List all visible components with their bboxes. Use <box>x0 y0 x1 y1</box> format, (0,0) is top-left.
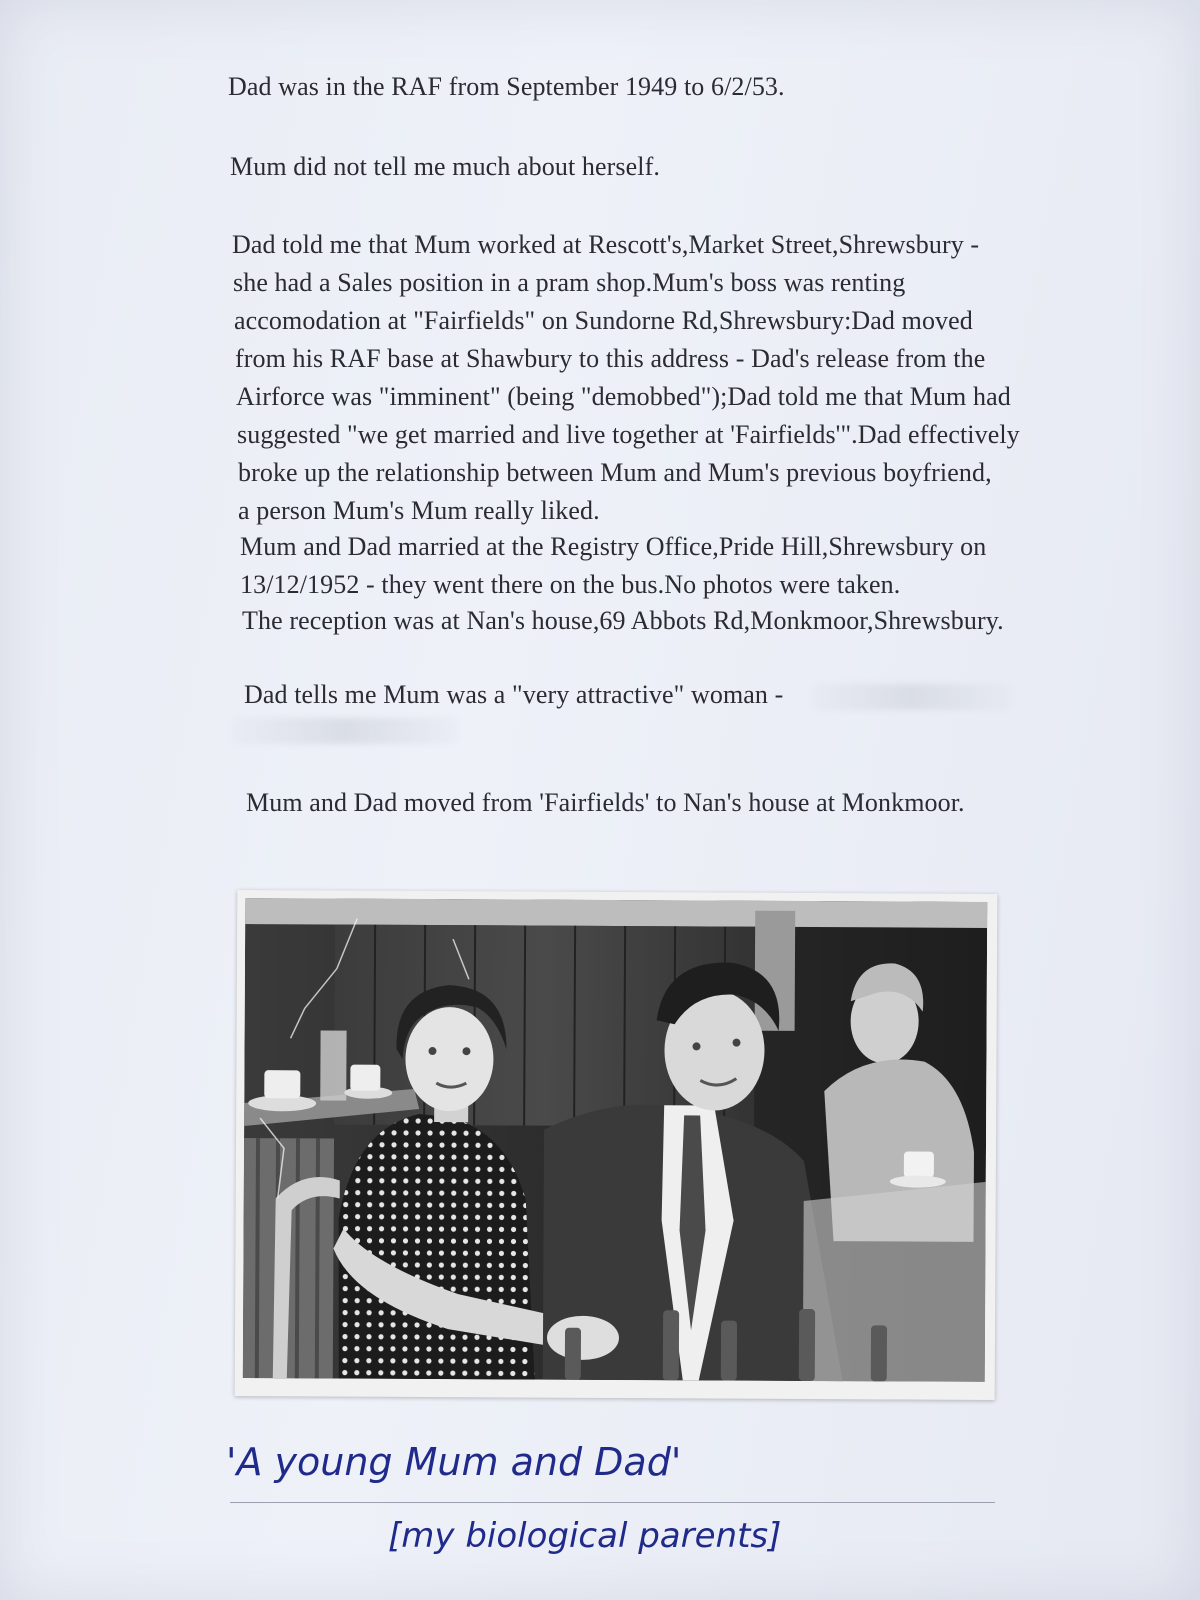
text-line-pram-shop: she had a Sales position in a pram shop.Mum's boss was renting <box>233 268 906 297</box>
text-line-mum-silent: Mum did not tell me much about herself. <box>230 152 660 181</box>
text-line-moved-monkmoor: Mum and Dad moved from 'Fairfields' to Nan's house at Monkmoor. <box>246 788 965 817</box>
couple-photograph-image <box>243 898 988 1382</box>
text-line-rescotts: Dad told me that Mum worked at Rescott's,Market Street,Shrewsbury - <box>232 230 980 259</box>
caption-underline <box>230 1502 995 1503</box>
redacted-text-region <box>232 718 458 744</box>
text-line-mums-mum: a person Mum's Mum really liked. <box>238 496 600 525</box>
handwritten-caption-line1: 'A young Mum and Dad' <box>226 1440 682 1484</box>
text-line-raf-service: Dad was in the RAF from September 1949 to 6/2/53. <box>228 72 785 101</box>
redacted-text-region <box>812 684 1012 710</box>
handwritten-caption-line2: [my biological parents] <box>388 1516 782 1556</box>
text-line-boyfriend: broke up the relationship between Mum and Mum's previous boyfriend, <box>238 458 992 487</box>
text-line-bus: 13/12/1952 - they went there on the bus.No photos were taken. <box>240 570 901 599</box>
text-line-suggested: suggested "we get married and live together at 'Fairfields'".Dad effectively <box>237 420 1020 449</box>
text-line-reception: The reception was at Nan's house,69 Abbots Rd,Monkmoor,Shrewsbury. <box>242 606 1004 635</box>
text-line-fairfields: accomodation at "Fairfields" on Sundorne Rd,Shrewsbury:Dad moved <box>234 306 973 335</box>
text-line-attractive: Dad tells me Mum was a "very attractive" woman - <box>244 680 784 709</box>
text-line-shawbury: from his RAF base at Shawbury to this address - Dad's release from the <box>235 344 986 373</box>
text-line-registry-office: Mum and Dad married at the Registry Office,Pride Hill,Shrewsbury on <box>240 532 987 561</box>
couple-photograph <box>235 890 998 1400</box>
text-line-demobbed: Airforce was "imminent" (being "demobbed");Dad told me that Mum had <box>236 382 1011 411</box>
